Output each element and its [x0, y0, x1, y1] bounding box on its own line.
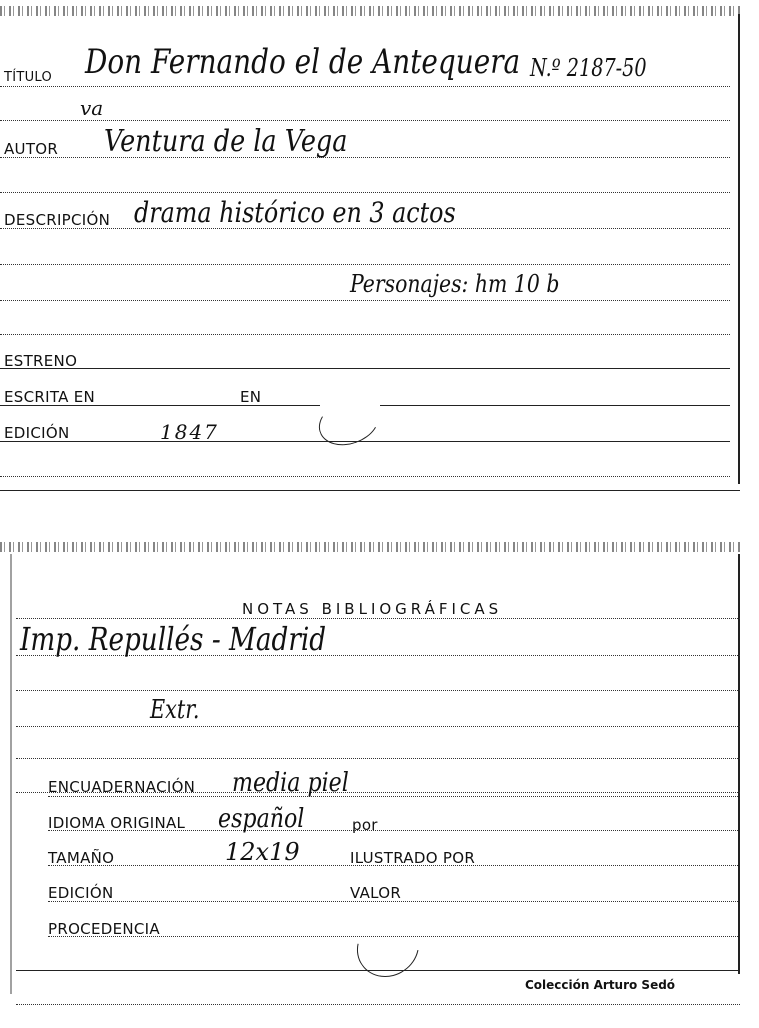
rule-line — [0, 86, 730, 87]
handwritten-language: español — [218, 804, 305, 834]
catalog-card-bottom — [0, 540, 740, 1010]
rule-line — [0, 192, 730, 193]
label-edicion: EDICIÓN — [48, 884, 114, 902]
card-border-left — [10, 554, 12, 994]
handwritten-catalog-number: N.º 2187-50 — [530, 54, 647, 82]
handwritten-edition-year: 1847 — [160, 420, 219, 444]
notes-heading: NOTAS BIBLIOGRÁFICAS — [242, 600, 503, 618]
label-procedencia: PROCEDENCIA — [48, 920, 160, 938]
handwritten-author: Ventura de la Vega — [104, 124, 348, 159]
label-idioma: IDIOMA ORIGINAL — [48, 814, 186, 832]
rule-line — [0, 476, 730, 477]
rule-line — [16, 726, 740, 727]
label-por: por — [352, 816, 378, 834]
collection-footer: Colección Arturo Sedó — [525, 978, 676, 992]
rule-line — [48, 796, 738, 797]
handwritten-imprenta: Imp. Repullés - Madrid — [20, 620, 327, 658]
handwritten-binding: media piel — [232, 768, 349, 798]
rule-line — [380, 405, 730, 406]
label-titulo: TÍTULO — [4, 70, 53, 85]
card-edge-texture — [0, 6, 740, 16]
rule-line — [0, 441, 730, 442]
rule-line — [0, 300, 730, 301]
rule-line — [0, 368, 730, 369]
label-edicion: EDICIÓN — [4, 424, 70, 442]
rule-line — [0, 264, 730, 265]
rule-line — [0, 334, 730, 335]
rule-line — [16, 690, 740, 691]
rule-line — [16, 618, 740, 619]
card-bottom-edge — [0, 490, 740, 491]
stamp-mark — [312, 391, 385, 454]
rule-line — [0, 120, 730, 121]
rule-line — [16, 758, 740, 759]
label-ilustrado: ILUSTRADO POR — [350, 849, 476, 867]
stamp-mark — [345, 905, 431, 989]
handwritten-personajes: Personajes: hm 10 b — [350, 270, 560, 298]
label-descripcion: DESCRIPCIÓN — [4, 211, 111, 229]
label-tamano: TAMAÑO — [48, 849, 115, 867]
handwritten-title: Don Fernando el de Antequera — [85, 42, 521, 82]
rule-line — [16, 1004, 740, 1005]
label-autor: AUTOR — [4, 140, 59, 158]
handwritten-size: 12x19 — [225, 838, 300, 866]
handwritten-description: drama histórico en 3 actos — [134, 196, 456, 229]
label-escrita-en: ESCRITA EN — [4, 388, 96, 406]
catalog-card-top — [0, 0, 740, 492]
label-encuadernacion: ENCUADERNACIÓN — [48, 778, 196, 796]
handwritten-author-annotation: va — [80, 96, 104, 120]
card-edge-texture — [0, 542, 740, 552]
label-valor: VALOR — [350, 884, 402, 902]
card-border-right — [738, 14, 740, 484]
label-estreno: ESTRENO — [4, 352, 78, 370]
card-border-right — [738, 554, 740, 974]
handwritten-extra: Extr. — [150, 695, 200, 725]
label-en: EN — [240, 388, 262, 406]
